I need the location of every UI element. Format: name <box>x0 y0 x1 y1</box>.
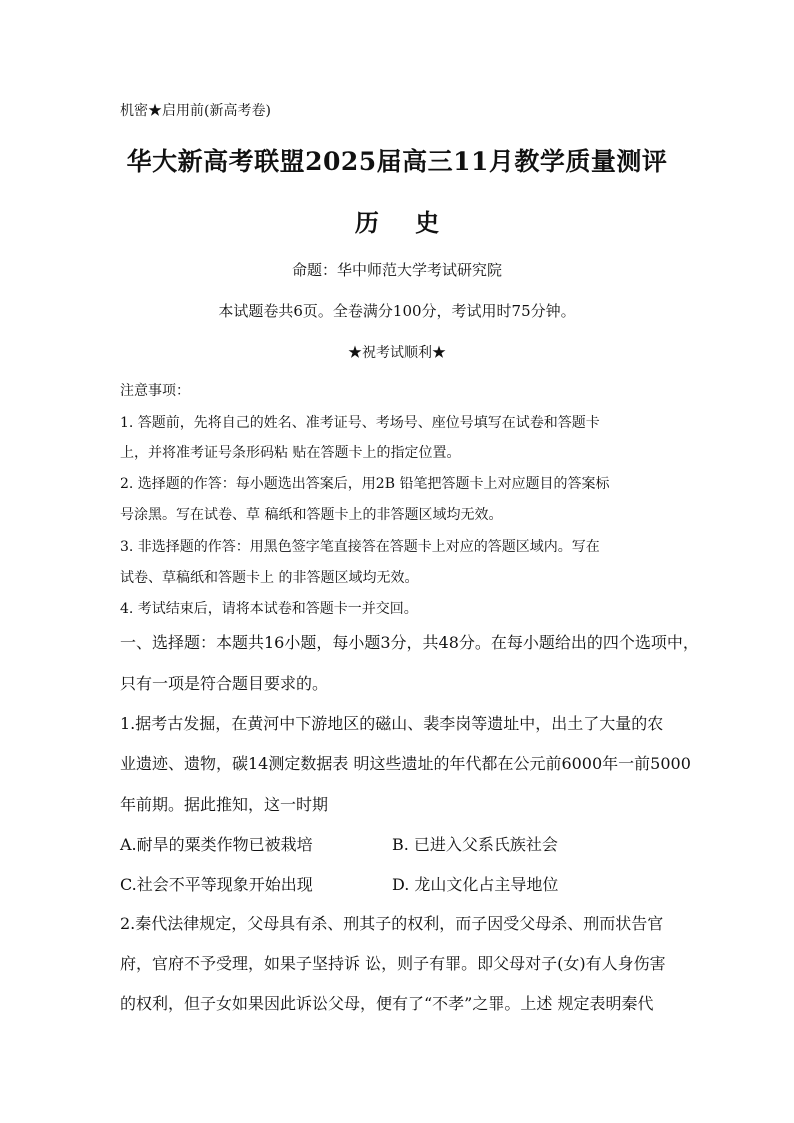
question-1-option-d: D. 龙山文化占主导地位 <box>392 875 559 894</box>
question-1-option-b: B. 已进入父系氏族社会 <box>392 835 558 854</box>
notice-line: 试卷、草稿纸和答题卡上 的非答题区域均无效。 <box>120 570 419 586</box>
question-1-stem: 年前期。据此推知，这一时期 <box>120 795 329 814</box>
subject-title: 历 史 <box>354 208 454 237</box>
confidential-label: 机密★启用前(新高考卷) <box>120 103 271 119</box>
notice-line: 号涂黑。写在试卷、草 稿纸和答题卡上的非答题区域均无效。 <box>120 507 503 523</box>
notice-heading: 注意事项： <box>120 383 190 399</box>
section-heading: 一、选择题：本题共16小题，每小题3分，共48分。在每小题给出的四个选项中， <box>120 633 699 652</box>
question-2-stem: 2.秦代法律规定，父母具有杀、刑其子的权利，而子因受父母杀、刑而状告官 <box>120 914 664 933</box>
notice-line: 3. 非选择题的作答：用黑色签字笔直接答在答题卡上对应的答题区域内。写在 <box>120 539 600 555</box>
question-2-stem: 府，官府不予受理，如果子坚持诉 讼，则子有罪。即父母对子(女)有人身伤害 <box>120 954 666 973</box>
good-luck-line: ★祝考试顺利★ <box>348 345 446 361</box>
exam-title: 华大新高考联盟2025届高三11月教学质量测评 <box>126 147 668 176</box>
question-1-option-a: A.耐旱的粟类作物已被栽培 <box>120 835 313 854</box>
question-1-stem: 业遗迹、遗物，碳14测定数据表 明这些遗址的年代都在公元前6000年一前5000 <box>120 754 691 773</box>
question-2-stem: 的权利，但子女如果因此诉讼父母，便有了“不孝”之罪。上述 规定表明秦代 <box>120 994 654 1013</box>
exam-info-line: 本试题卷共6页。全卷满分100分，考试用时75分钟。 <box>218 302 576 320</box>
notice-line: 2. 选择题的作答：每小题选出答案后，用2B 铅笔把答题卡上对应题目的答案标 <box>120 476 610 492</box>
notice-line: 上，并将准考证号条形码粘 贴在答题卡上的指定位置。 <box>120 445 461 461</box>
notice-line: 4. 考试结束后，请将本试卷和答题卡一并交回。 <box>120 601 418 617</box>
section-heading-cont: 只有一项是符合题目要求的。 <box>120 674 329 693</box>
question-1-stem: 1.据考古发掘，在黄河中下游地区的磁山、裴李岗等遗址中，出土了大量的农 <box>120 714 664 733</box>
author-line: 命题：华中师范大学考试研究院 <box>291 261 502 279</box>
notice-line: 1. 答题前，先将自己的姓名、准考证号、考场号、座位号填写在试卷和答题卡 <box>120 415 600 431</box>
question-1-option-c: C.社会不平等现象开始出现 <box>120 875 313 894</box>
